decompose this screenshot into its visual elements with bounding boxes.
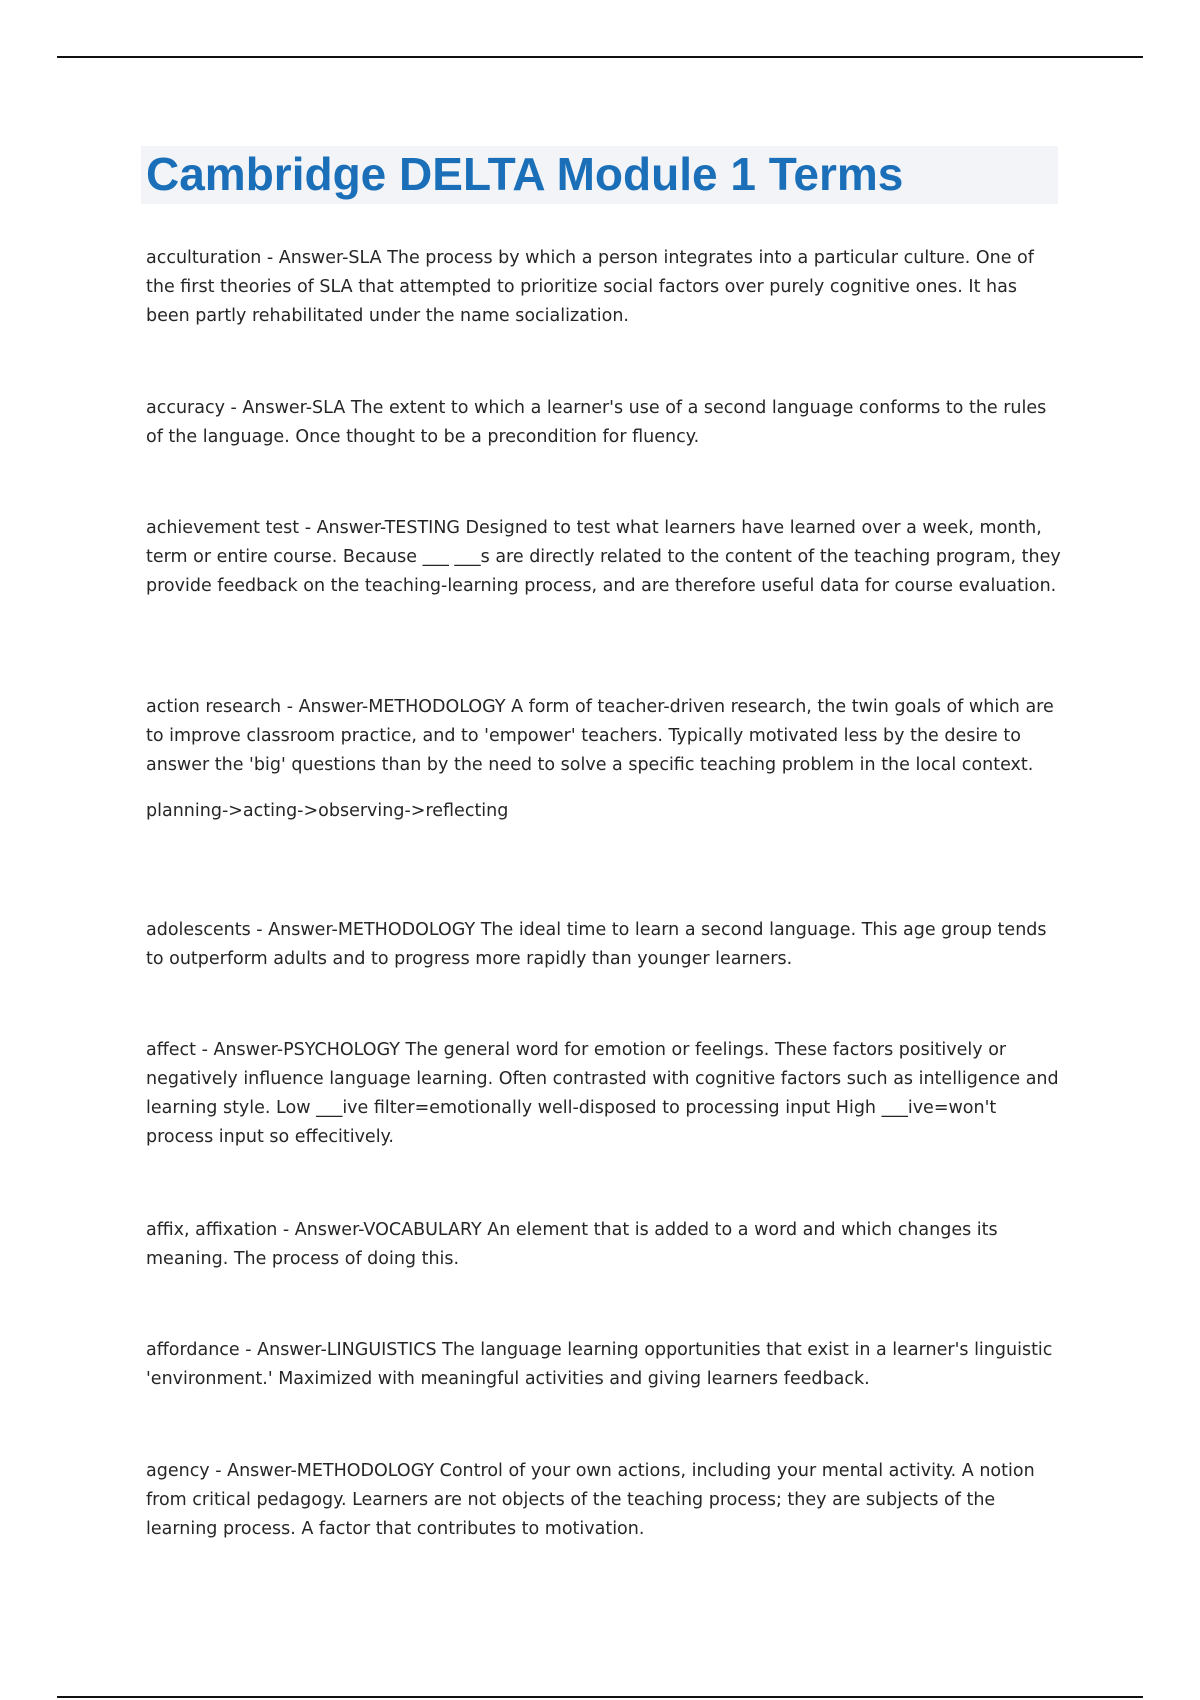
entry-text: action research - Answer-METHODOLOGY A form of teacher-driven research, the twin goals of which are to improve classroom practice, and to 'empower' teachers. Typically motivated less by the desire to answer the 'big' questions than by the need to solve a specific teaching problem in the local context. <box>146 697 1054 775</box>
entry-text: planning->acting->observing->reflecting <box>146 801 509 821</box>
entry-affix-affixation <box>146 1216 1061 1274</box>
entry-text: adolescents - Answer-METHODOLOGY The ideal time to learn a second language. This age group tends to outperform adults and to progress more rapidly than younger learners. <box>146 920 1047 969</box>
entry-text: affect - Answer-PSYCHOLOGY The general word for emotion or feelings. These factors positively or negatively influence language learning. Often contrasted with cognitive factors such as intelligence and learning style. Low ___ive filter=emotionally well-disposed to processing input High ___ive=won't process input so effecitively. <box>146 1040 1059 1147</box>
entry-achievement-test <box>146 514 1061 601</box>
entry-affect <box>146 1036 1061 1152</box>
entry-text: achievement test - Answer-TESTING Designed to test what learners have learned over a week, month, term or entire course. Because ___ ___s are directly related to the content of the teaching program, they provide feedback on the teaching-learning process, and are therefore useful data for course evaluation. <box>146 518 1061 596</box>
entry-text: affordance - Answer-LINGUISTICS The language learning opportunities that exist in a learner's linguistic 'environment.' Maximized with meaningful activities and giving learners feedback. <box>146 1340 1053 1389</box>
entry-agency <box>146 1457 1061 1544</box>
entry-affordance <box>146 1336 1061 1394</box>
entry-text: accuracy - Answer-SLA The extent to which a learner's use of a second language conforms to the rules of the language. Once thought to be a precondition for fluency. <box>146 398 1047 447</box>
bottom-rule <box>57 1696 1143 1698</box>
top-rule <box>57 56 1143 58</box>
entry-text: agency - Answer-METHODOLOGY Control of your own actions, including your mental activity. A notion from critical pedagogy. Learners are not objects of the teaching process; they are subjects of the learning process. A factor that contributes to motivation. <box>146 1461 1035 1539</box>
entry-text: acculturation - Answer-SLA The process by which a person integrates into a particular culture. One of the first theories of SLA that attempted to prioritize social factors over purely cognitive ones. It has been partly rehabilitated under the name socialization. <box>146 248 1034 326</box>
entry-acculturation <box>146 244 1061 331</box>
entry-adolescents <box>146 916 1061 974</box>
document-title: Cambridge DELTA Module 1 Terms <box>146 148 904 200</box>
entry-accuracy <box>146 394 1061 452</box>
entry-text: affix, affixation - Answer-VOCABULARY An element that is added to a word and which changes its meaning. The process of doing this. <box>146 1220 998 1269</box>
entry-action-research <box>146 693 1061 826</box>
